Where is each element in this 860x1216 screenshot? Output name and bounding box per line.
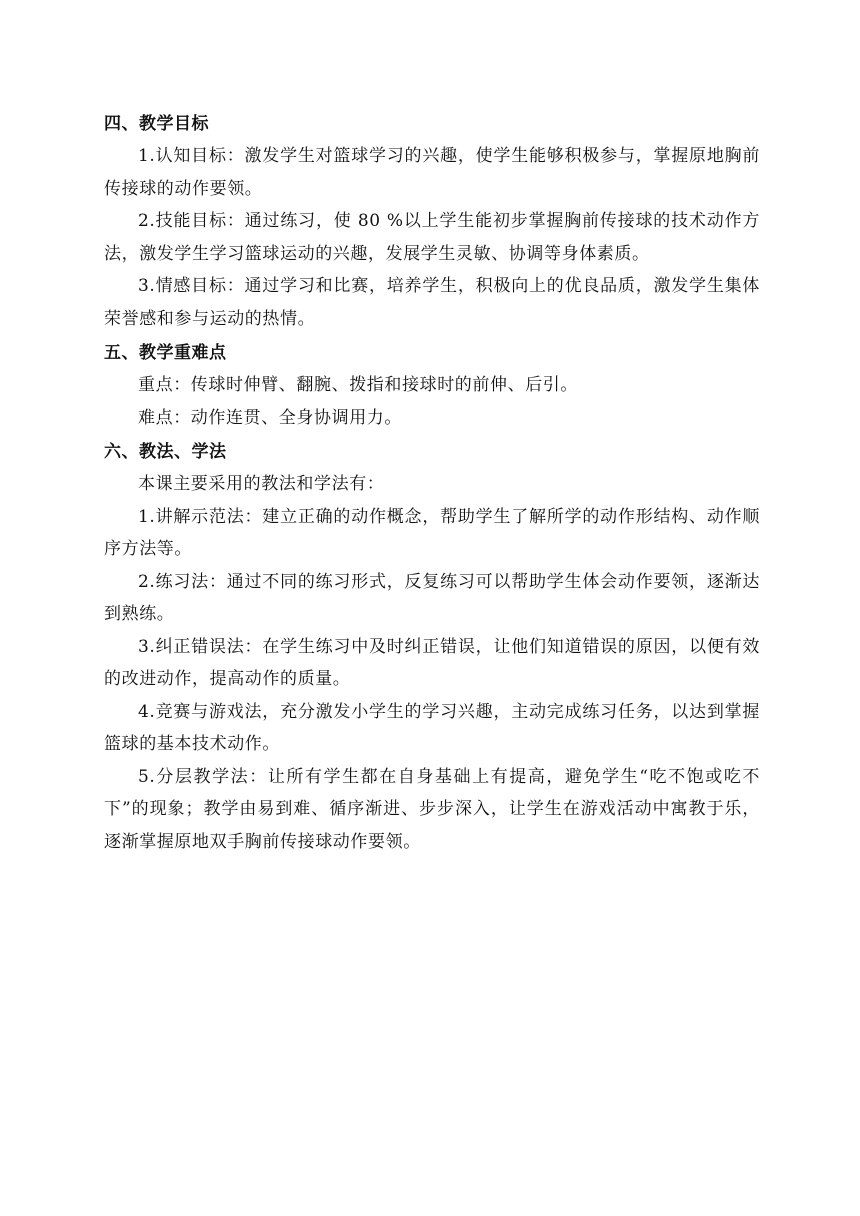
- paragraph-method-tiered: 5.分层教学法：让所有学生都在自身基础上有提高，避免学生“吃不饱或吃不下”的现象；教学由易到难、循序渐进、步步深入，让学生在游戏活动中寓教于乐，逐渐掌握原地双手胸前传接球动作要领。: [104, 766, 760, 852]
- paragraph-method-competition: 4.竞赛与游戏法，充分激发小学生的学习兴趣，主动完成练习任务，以达到掌握篮球的基本技术动作。: [104, 701, 760, 754]
- paragraph-method-correction: 3.纠正错误法：在学生练习中及时纠正错误，让他们知道错误的原因，以便有效的改进动作，提高动作的质量。: [104, 636, 760, 689]
- paragraph-method-practice: 2.练习法：通过不同的练习形式，反复练习可以帮助学生体会动作要领，逐渐达到熟练。: [104, 571, 760, 624]
- paragraph-difficult-point: 难点：动作连贯、全身协调用力。: [138, 407, 402, 428]
- section-title-methods: 六、教法、学法: [104, 442, 227, 462]
- paragraph-key-point: 重点：传球时伸臂、翻腕、拨指和接球时的前伸、后引。: [138, 375, 578, 395]
- paragraph-emotional-goal: 3.情感目标：通过学习和比赛，培养学生，积极向上的优良品质，激发学生集体荣誉感和参与运动的热情。: [104, 276, 760, 329]
- paragraph-skill-goal: 2.技能目标：通过练习，使 80 %以上学生能初步掌握胸前传接球的技术动作方法，激发学生学习篮球运动的兴趣，发展学生灵敏、协调等身体素质。: [104, 211, 760, 264]
- section-title-key-points: 五、教学重难点: [104, 343, 227, 363]
- paragraph-method-demonstration: 1.讲解示范法：建立正确的动作概念，帮助学生了解所学的动作形结构、动作顺序方法等。: [104, 506, 760, 559]
- paragraph-methods-intro: 本课主要采用的教法和学法有：: [138, 474, 385, 494]
- paragraph-cognitive-goal: 1.认知目标：激发学生对篮球学习的兴趣，使学生能够积极参与，掌握原地胸前传接球的动作要领。: [104, 146, 760, 199]
- section-title-objectives: 四、教学目标: [104, 114, 209, 134]
